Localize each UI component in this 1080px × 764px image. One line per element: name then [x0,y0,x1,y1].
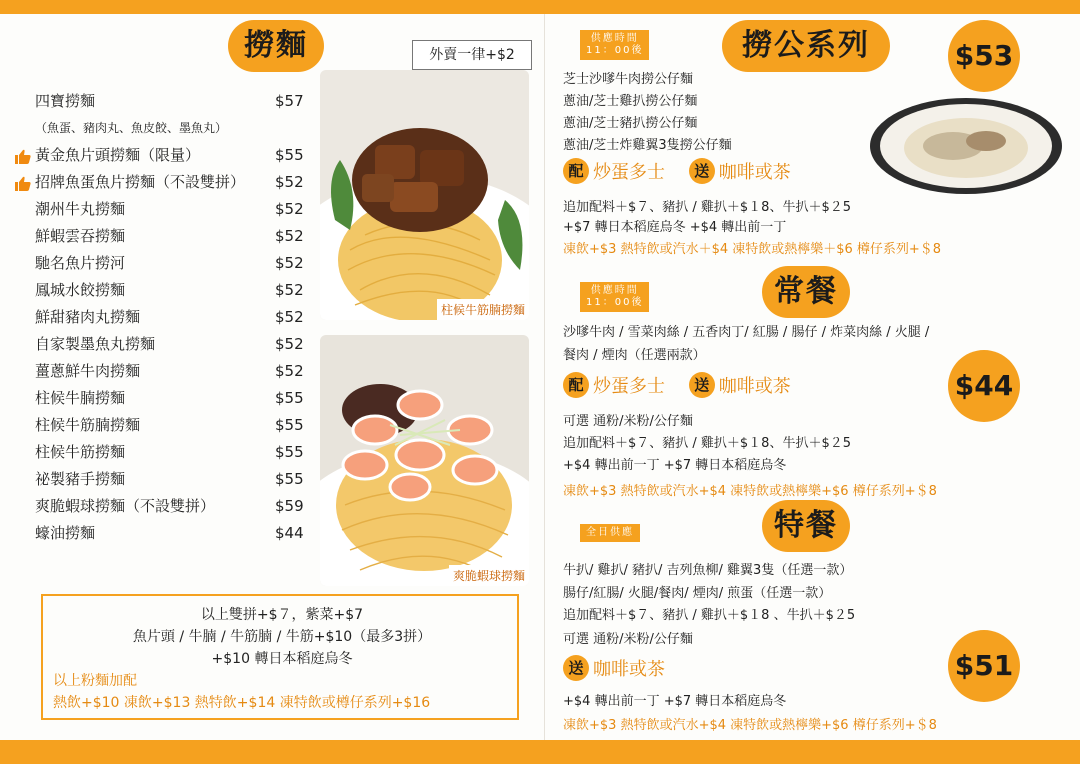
lo-time-line2: 11：00後 [586,45,644,56]
note-line-3: +$10 轉日本稻庭烏冬 [211,651,353,667]
lo-serving-time-tag [580,30,649,60]
regular-time-line1: 供應時間 [590,285,639,296]
menu-item-price: $52 [275,200,304,218]
menu-item-name: 潮州牛丸撈麵 [35,200,126,218]
menu-item-name: 鳳城水餃撈麵 [35,281,126,299]
special-price-circle: $51 [948,630,1020,702]
menu-row [13,142,313,169]
menu-row [13,358,313,385]
lo-promo-drink: 咖啡或茶 [718,162,791,183]
menu-item-name: 自家製墨魚丸撈麵 [35,335,156,353]
note-line-2: 魚片頭 / 牛腩 / 牛筋腩 / 牛筋+$10（最多3拼） [132,629,432,645]
regular-price-circle: $44 [948,350,1020,422]
regular-promo-toast: 炒蛋多士 [593,376,665,397]
menu-item-name: 祕製豬手撈麵 [35,470,126,488]
lo-drinks: 凍飲+$3 熱特飲或汽水＋$4 凍特飲或熱檸樂＋$6 樽仔系列+＄8 [563,242,942,257]
menu-item-price: $55 [275,146,304,164]
regular-title: 常餐 [762,266,850,318]
special-items-2: 腸仔/紅腸/ 火腿/餐肉/ 煙肉/ 煎蛋（任選一款） [563,586,832,601]
photo2-label: 爽脆蝦球撈麵 [449,565,529,586]
lo-item-2: 蔥油/芝士雞扒撈公仔麵 [563,94,698,109]
regular-promo-drink: 咖啡或茶 [718,376,791,397]
special-noodle-choice: 可選 通粉/米粉/公仔麵 [563,632,693,647]
menu-row [13,196,313,223]
note-line-1: 以上雙拼+$７，紫菜+$7 [200,607,364,623]
note-line-5: 熱飲+$10 凍飲+$13 熱特飲+$14 凍特飲或樽仔系列+$16 [53,695,431,711]
photo-shrimp-noodles [320,335,529,586]
special-serving-time-tag [580,524,640,542]
menu-item-price: $52 [275,362,304,380]
menu-item-price: $52 [275,227,304,245]
menu-row [13,88,313,115]
lo-promo-toast: 炒蛋多士 [593,162,665,183]
special-extra-1: 追加配料＋$７、豬扒 / 雞扒＋$１8 、牛扒＋$２5 [563,608,856,623]
special-drinks: 凍飲+$3 熱特飲或汽水+$4 凍特飲或熱檸樂+$6 樽仔系列+＄8 [563,718,937,733]
special-items-1: 牛扒/ 雞扒/ 豬扒/ 吉列魚柳/ 雞翼3隻（任選一款） [563,563,853,578]
lo-promo-row [563,158,795,184]
lo-time-line1: 供應時間 [590,33,639,44]
lo-mein-menu-list [13,88,313,547]
menu-item-price: $44 [275,524,304,542]
menu-row [13,520,313,547]
special-extra-2: +$4 轉出前一丁 +$7 轉日本稻庭烏冬 [563,694,787,709]
menu-row [13,412,313,439]
photo-brisket-noodles [320,70,529,320]
menu-item-price: $55 [275,470,304,488]
regular-items-2: 餐肉 / 煙肉（任選兩款） [563,348,706,363]
regular-promo-row [563,372,795,398]
menu-item-name: （魚蛋、豬肉丸、魚皮餃、墨魚丸） [35,121,228,135]
thumbs-up-icon [14,149,31,164]
menu-item-name: 鮮蝦雲吞撈麵 [35,227,126,245]
lo-mein-title: 撈麵 [228,20,324,72]
lo-item-4: 蔥油/芝士炸雞翼3隻撈公仔麵 [563,138,732,153]
menu-item-name: 爽脆蝦球撈麵（不設雙拼） [35,497,216,515]
menu-row [13,331,313,358]
menu-item-price: $52 [275,281,304,299]
menu-row [13,223,313,250]
lo-plate-image [868,96,1063,196]
menu-item-price: $52 [275,254,304,272]
brisket-noodles-image [320,70,529,320]
menu-row [13,385,313,412]
bottom-band [0,740,1080,764]
shrimp-noodles-image [320,335,529,586]
menu-row [13,466,313,493]
menu-item-price: $57 [275,92,304,110]
regular-drinks: 凍飲+$3 熱特飲或汽水+$4 凍特飲或熱檸樂+$6 樽仔系列+＄8 [563,484,937,499]
regular-items-1: 沙嗲牛肉 / 雪菜肉絲 / 五香肉丁/ 紅腸 / 腸仔 / 炸菜肉絲 / 火腿 / [563,325,930,340]
menu-row [13,115,313,142]
menu-item-name: 黃金魚片頭撈麵（限量） [35,146,201,164]
regular-serving-time-tag [580,282,649,312]
lo-badge-free: 送 [689,158,715,184]
menu-row [13,304,313,331]
lo-extra-2: +$7 轉日本稻庭烏冬 +$4 轉出前一丁 [563,220,787,235]
special-title: 特餐 [762,500,850,552]
regular-extra-1: 追加配料＋$７、豬扒 / 雞扒＋$１8、牛扒＋$２5 [563,436,851,451]
regular-extra-2: +$4 轉出前一丁 +$7 轉日本稻庭烏冬 [563,458,787,473]
menu-row [13,277,313,304]
lo-item-1: 芝士沙嗲牛肉撈公仔麵 [563,72,694,87]
menu-row [13,250,313,277]
takeaway-note: 外賣一律+$2 [412,40,532,70]
lo-item-3: 蔥油/芝士豬扒撈公仔麵 [563,116,698,131]
menu-item-price: $55 [275,389,304,407]
menu-item-price: $55 [275,416,304,434]
menu-row [13,439,313,466]
special-promo-drink: 咖啡或茶 [593,659,665,680]
regular-noodle-choice: 可選 通粉/米粉/公仔麵 [563,414,693,429]
lo-badge-pair: 配 [563,158,589,184]
menu-item-price: $59 [275,497,304,515]
lo-extra-1: 追加配料＋$７、豬扒 / 雞扒＋$１8、牛扒＋$２5 [563,200,851,215]
regular-time-line2: 11：00後 [586,297,644,308]
page-fold [544,14,545,740]
menu-item-name: 柱候牛筋撈麵 [35,443,126,461]
menu-row [13,493,313,520]
regular-badge-pair: 配 [563,372,589,398]
photo1-label: 柱候牛筋腩撈麵 [437,299,529,320]
menu-item-name: 柱候牛筋腩撈麵 [35,416,141,434]
menu-item-name: 四寶撈麵 [35,92,96,110]
thumbs-up-icon [14,176,31,191]
lo-price-circle: $53 [948,20,1020,92]
menu-item-name: 蠔油撈麵 [35,524,96,542]
lo-mein-notes-box [41,594,519,720]
menu-row [13,169,313,196]
menu-item-name: 薑蔥鮮牛肉撈麵 [35,362,141,380]
menu-item-price: $52 [275,308,304,326]
lo-series-title: 撈公系列 [722,20,890,72]
menu-item-name: 招牌魚蛋魚片撈麵（不設雙拼） [35,173,246,191]
menu-item-price: $52 [275,335,304,353]
menu-item-name: 鮮甜豬肉丸撈麵 [35,308,141,326]
menu-item-price: $52 [275,173,304,191]
special-time-line1: 全日供應 [586,527,634,538]
top-band [0,0,1080,14]
menu-item-price: $55 [275,443,304,461]
special-promo-row [563,655,669,681]
menu-item-name: 柱候牛腩撈麵 [35,389,126,407]
note-line-4: 以上粉麵加配 [53,673,137,689]
regular-badge-free: 送 [689,372,715,398]
menu-item-name: 馳名魚片撈河 [35,254,126,272]
special-badge-free: 送 [563,655,589,681]
